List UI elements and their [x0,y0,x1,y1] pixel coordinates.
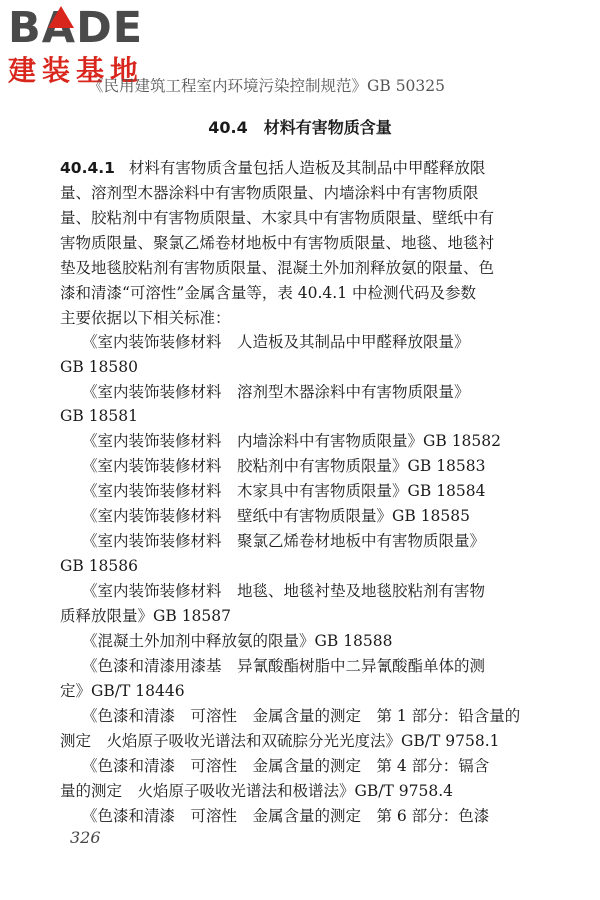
body-line [60,156,485,180]
body-line [82,454,486,478]
body-line [60,281,476,305]
line-text: 《色漆和清漆 可溶性 金属含量的测定 第 1 部分：铅含量的 [82,707,521,725]
body-line [60,355,138,379]
line-text: 《室内装饰装修材料 人造板及其制品中甲醛释放限量》 [82,333,470,351]
line-text: 《室内装饰装修材料 溶剂型木器涂料中有害物质限量》 [82,383,470,401]
body-line [60,231,494,255]
body-line [82,529,485,553]
body-line [60,256,494,280]
line-text: 材料有害物质含量包括人造板及其制品中甲醛释放限 [128,159,486,177]
line-text: 测定 火焰原子吸收光谱法和双硫腙分光光度法》GB/T 9758.1 [60,732,500,750]
body-line [60,404,138,428]
body-line [82,380,470,404]
body-line [60,679,185,703]
body-line [60,779,453,803]
logo-letter-b: B [8,3,42,53]
body-line [60,206,494,230]
body-line [82,330,470,354]
line-text: 漆和清漆“可溶性”金属含量等，表 40.4.1 中检测代码及参数 [60,284,477,302]
body-line [60,604,231,628]
line-text: 量的测定 火焰原子吸收光谱法和极谱法》GB/T 9758.4 [60,782,453,800]
line-text: 《色漆和清漆 可溶性 金属含量的测定 第 6 部分：色漆 [82,807,490,825]
line-text: 量、胶粘剂中有害物质限量、木家具中有害物质限量、壁纸中有 [60,209,495,227]
body-line [82,579,485,603]
body-line [82,804,489,828]
section-heading: 40.4 材料有害物质含量 [208,118,392,137]
top-reference-line: 《民用建筑工程室内环境污染控制规范》GB 50325 [88,77,446,95]
line-text: 《室内装饰装修材料 地毯、地毯衬垫及地毯胶粘剂有害物 [82,582,486,600]
line-text: GB 18581 [60,407,139,425]
body-line [82,754,489,778]
line-text: 《室内装饰装修材料 胶粘剂中有害物质限量》GB 18583 [82,457,486,475]
body-line [82,704,520,728]
line-text: 害物质限量、聚氯乙烯卷材地板中有害物质限量、地毯、地毯衬 [60,234,495,252]
body-line [82,629,393,653]
body-line [60,554,138,578]
logo-subtitle: 建装基地 [8,54,145,87]
logo-letter-d: D [76,3,113,53]
body-line [60,306,231,330]
line-text: GB 18580 [60,358,139,376]
body-line [82,429,501,453]
line-text: 《室内装饰装修材料 壁纸中有害物质限量》GB 18585 [82,507,471,525]
logo-letter-e: E [112,3,144,53]
body-line [82,654,485,678]
body-line [60,729,500,753]
line-text: 量、溶剂型木器涂料中有害物质限量、内墙涂料中有害物质限 [60,184,479,202]
line-text: 《室内装饰装修材料 木家具中有害物质限量》GB 18584 [82,482,486,500]
line-text: 《室内装饰装修材料 内墙涂料中有害物质限量》GB 18582 [82,432,502,450]
line-text: 《混凝土外加剂中释放氨的限量》GB 18588 [82,632,393,650]
line-text: 定》GB/T 18446 [60,682,185,700]
body-line [60,181,479,205]
body-line [82,479,486,503]
line-text: 质释放限量》GB 18587 [60,607,232,625]
logo-triangle-icon [48,6,74,28]
logo-letter-a: A [41,3,77,53]
line-text: 《室内装饰装修材料 聚氯乙烯卷材地板中有害物质限量》 [82,532,486,550]
line-text: 垫及地毯胶粘剂有害物质限量、混凝土外加剂释放氨的限量、色 [60,259,495,277]
page-number: 326 [70,828,101,847]
logo-wordmark [8,2,178,54]
line-text: GB 18586 [60,557,139,575]
line-text: 《色漆和清漆用漆基 异氰酸酯树脂中二异氰酸酯单体的测 [82,657,486,675]
line-text: 《色漆和清漆 可溶性 金属含量的测定 第 4 部分：镉含 [82,757,490,775]
clause-number: 40.4.1 [60,159,115,177]
line-text: 主要依据以下相关标准： [60,309,231,327]
body-line [82,504,470,528]
